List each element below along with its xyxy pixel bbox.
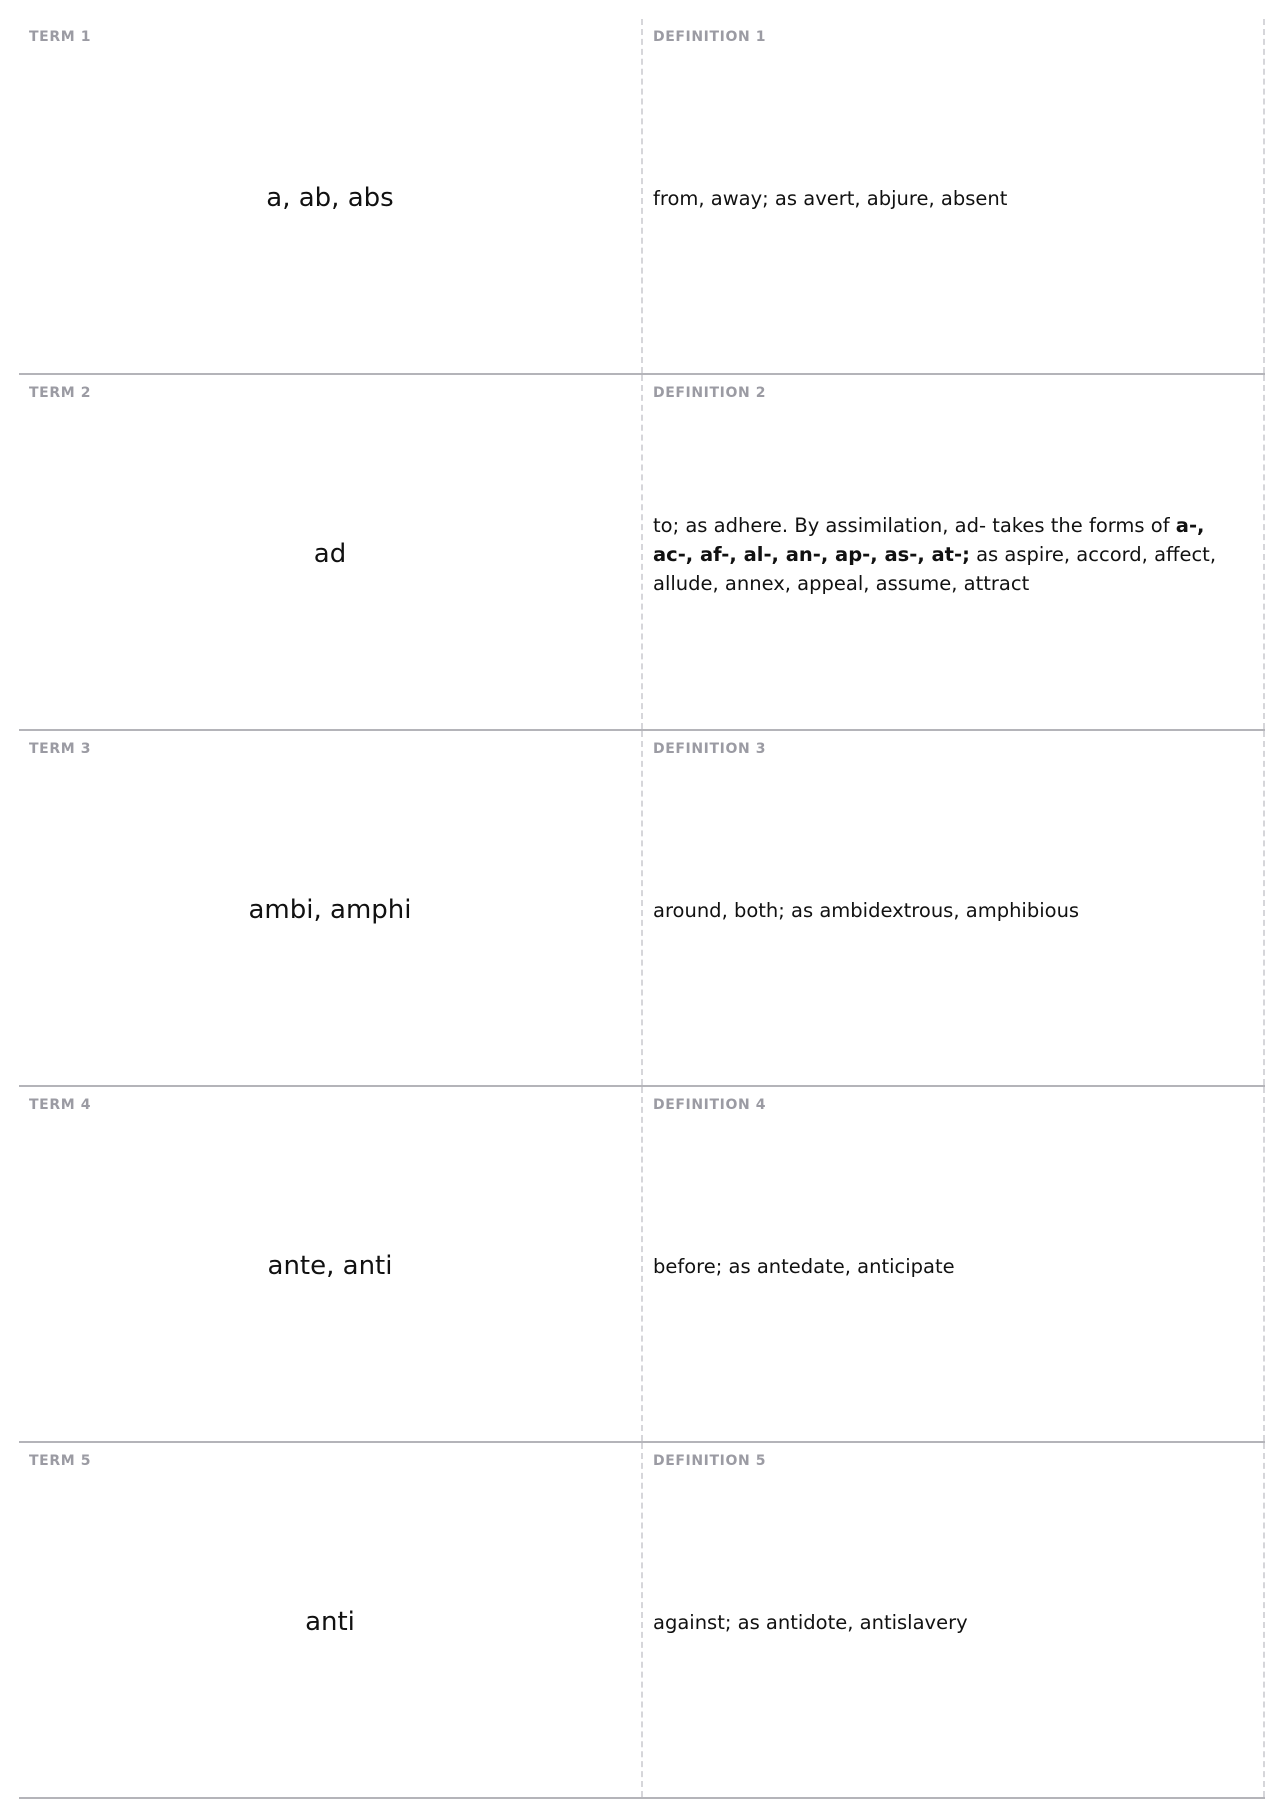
- definition-segment: as aspire, accord, affect, allude, annex, appeal, assume, attract: [653, 542, 1217, 595]
- term-label: TERM 5: [29, 1453, 92, 1469]
- definition-label: DEFINITION 5: [653, 1453, 767, 1469]
- definition-cell: [643, 1087, 1265, 1441]
- term-cell: [19, 731, 643, 1085]
- card-row: [19, 1087, 1265, 1443]
- definition-cell: [643, 1443, 1265, 1797]
- term-cell: [19, 375, 643, 729]
- definition-text: [653, 1443, 1251, 1797]
- term-text: a, ab, abs: [266, 183, 394, 213]
- term-text: anti: [305, 1607, 355, 1637]
- term-label: TERM 3: [29, 741, 92, 757]
- definition-segment: around, both; as ambidextrous, amphibious: [653, 898, 1080, 922]
- term-text: ad: [313, 539, 347, 569]
- term-label: TERM 2: [29, 385, 92, 401]
- term-label: TERM 4: [29, 1097, 92, 1113]
- definition-label: DEFINITION 3: [653, 741, 767, 757]
- definition-segment: from, away; as avert, abjure, absent: [653, 186, 1008, 210]
- card-row: [19, 731, 1265, 1087]
- definition-cell: [643, 731, 1265, 1085]
- definition-segment: against; as antidote, antislavery: [653, 1610, 968, 1634]
- card-row: [19, 375, 1265, 731]
- term-cell: [19, 1443, 643, 1797]
- definition-cell: [643, 375, 1265, 729]
- flashcard-sheet: [19, 19, 1265, 1799]
- definition-label: DEFINITION 4: [653, 1097, 767, 1113]
- term-cell: [19, 19, 643, 373]
- definition-segment: to; as adhere. By assimilation, ad- takes the forms of: [653, 513, 1176, 537]
- definition-text: [653, 1087, 1251, 1441]
- definition-text: [653, 19, 1251, 373]
- term-label: TERM 1: [29, 29, 92, 45]
- term-cell: [19, 1087, 643, 1441]
- definition-segment: before; as antedate, anticipate: [653, 1254, 955, 1278]
- term-text: ante, anti: [267, 1251, 393, 1281]
- card-row: [19, 19, 1265, 375]
- definition-segment-bold: a-, ac-, af-, al-, an-, ap-, as-, at-;: [653, 513, 1205, 566]
- definition-label: DEFINITION 1: [653, 29, 767, 45]
- definition-cell: [643, 19, 1265, 373]
- definition-text: [653, 731, 1251, 1085]
- term-text: ambi, amphi: [248, 895, 412, 925]
- card-row: [19, 1443, 1265, 1799]
- definition-label: DEFINITION 2: [653, 385, 767, 401]
- definition-text: [653, 375, 1251, 729]
